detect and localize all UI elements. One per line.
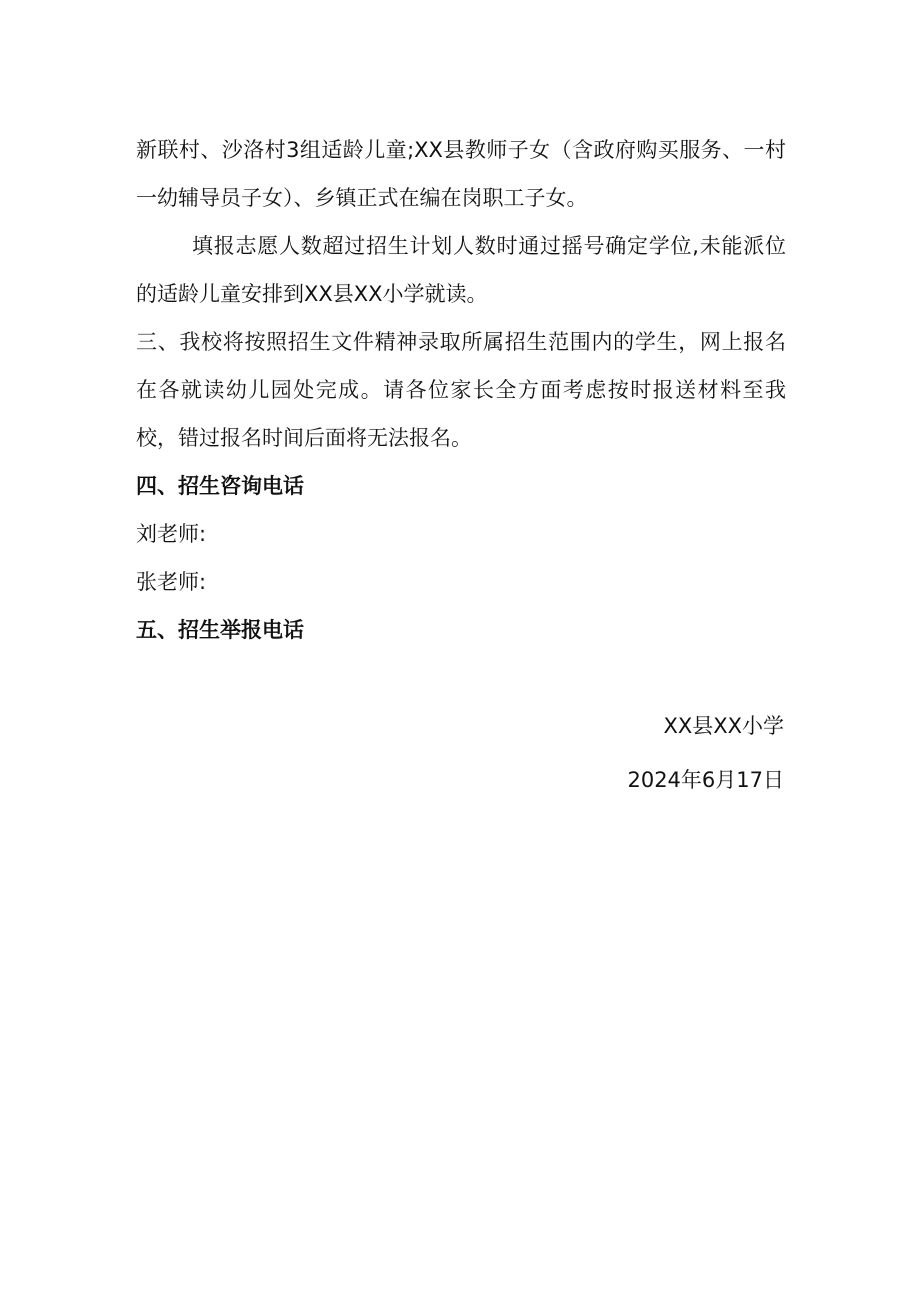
signature-school: XX县XX小学 [663, 714, 784, 738]
eligibility-paragraph: 新联村、沙洛村3组适龄儿童;XX县教师子女（含政府购买服务、一村一幼辅导员子女）、乡镇正式在编在岗职工子女。 [136, 138, 786, 210]
signature-date: 2024年6月17日 [627, 768, 784, 792]
contact-teacher-liu: 刘老师: [136, 522, 207, 546]
lottery-paragraph: 填报志愿人数超过招生计划人数时通过摇号确定学位,未能派位的适龄儿童安排到XX县XX小学就读。 [136, 234, 786, 306]
section-three-paragraph: 三、我校将按照招生文件精神录取所属招生范围内的学生，网上报名在各就读幼儿园处完成。请各位家长全方面考虑按时报送材料至我校，错过报名时间后面将无法报名。 [136, 330, 786, 450]
section-four-heading: 四、招生咨询电话 [136, 474, 304, 498]
contact-teacher-zhang: 张老师: [136, 570, 207, 594]
document-body [136, 126, 786, 654]
section-five-heading: 五、招生举报电话 [136, 618, 304, 642]
